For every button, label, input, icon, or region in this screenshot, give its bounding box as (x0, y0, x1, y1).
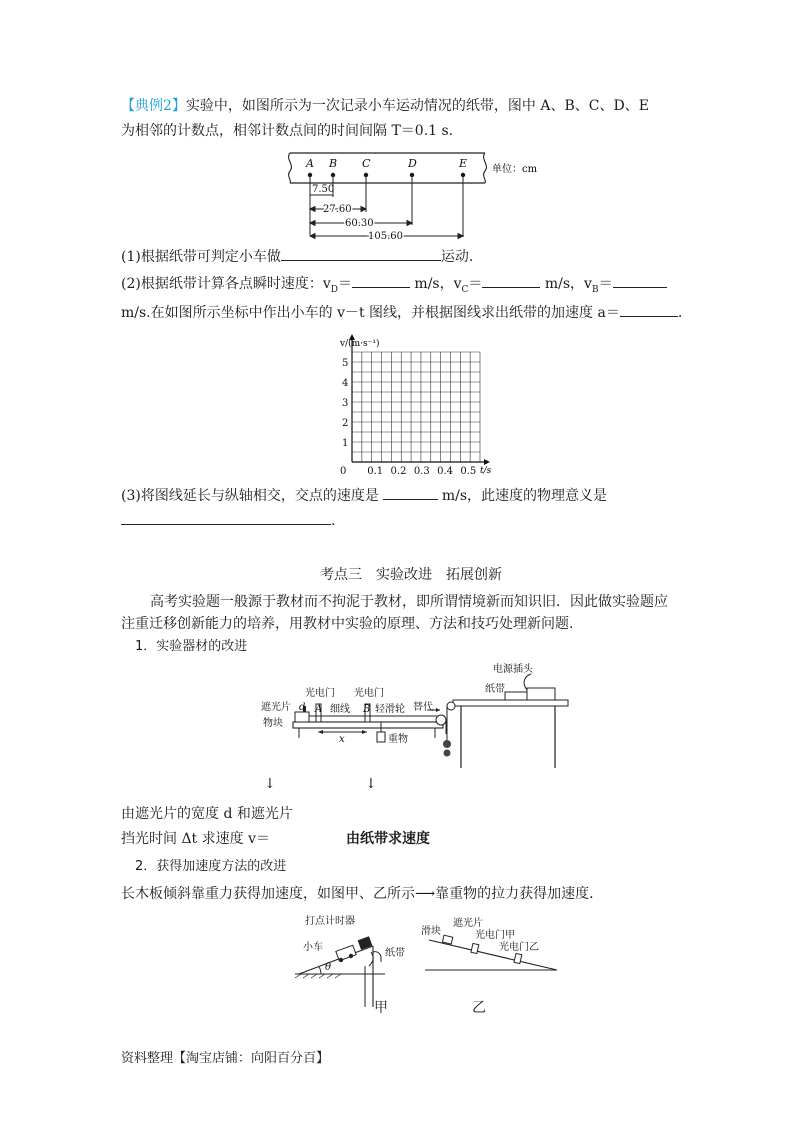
question-1 (121, 246, 473, 267)
q1-suffix: 运动. (440, 249, 474, 265)
tape-dim-ad: 60.30 (345, 218, 374, 229)
q2-eq-2: ＝ (468, 276, 483, 292)
intercept-blank[interactable] (383, 485, 438, 500)
q2-unit-1: m/s，v (414, 276, 462, 292)
q3-end: . (331, 513, 336, 529)
chart-y-label: v/(m·s⁻¹) (340, 339, 380, 349)
footer-note: 资料整理【淘宝店铺：向阳百分百】 (121, 1051, 330, 1066)
section-title: 考点三 实验改进 拓展创新 (320, 567, 502, 583)
chart-x-label: t/s (480, 466, 492, 476)
fig1-label-a: A (315, 704, 323, 715)
example-line-2: 为相邻的计数点，相邻计数点间的时间间隔 T＝0.1 s. (121, 123, 454, 139)
apparatus-figure-1 (255, 660, 575, 770)
heading-2: 2．获得加速度方法的改进 (135, 859, 287, 874)
fig1-label-dianyuan: 电源插头 (493, 664, 533, 675)
fig2-caption-left: 甲 (374, 1000, 388, 1016)
fig1-label-zhongwu: 重物 (388, 734, 408, 745)
question-2-line-1 (121, 273, 667, 300)
tape-dim-ab: 7.50 (312, 184, 335, 195)
fig2-label-xiaoche: 小车 (303, 942, 323, 953)
question-2-line-2 (121, 302, 682, 323)
q3-text-b: m/s，此速度的物理意义是 (441, 488, 608, 504)
x-tick-label: 0.1 (367, 466, 384, 477)
q2-unit-2: m/s，v (544, 276, 592, 292)
tape-label-e: E (459, 157, 468, 170)
q1-prefix: (1)根据纸带可判定小车做 (121, 249, 281, 265)
fig2-label-dsjsq: 打点计时器 (305, 916, 355, 927)
paper-tape-figure (280, 145, 570, 245)
x-tick-label: 0.2 (390, 466, 407, 477)
q2-eq-1: ＝ (337, 276, 352, 292)
tape-dim-ac: 27.60 (323, 204, 352, 215)
q2-eq-3: ＝ (598, 276, 613, 292)
example-line-1 (121, 96, 649, 116)
section-para-1: 高考实验题一般源于教材而不拘泥于教材，即所谓情境新而知识旧．因此做实验题应 (150, 594, 668, 610)
example-text-1: 实验中，如图所示为一次记录小车运动情况的纸带，图中 A、B、C、D、E (185, 98, 649, 114)
x-tick-label: 0.5 (460, 466, 477, 477)
fig1-label-tidai: 替代 (413, 702, 433, 713)
q2-sub-c: C (461, 284, 469, 295)
y-tick-label: 5 (342, 358, 349, 369)
tape-label-b: B (329, 157, 338, 170)
vc-blank[interactable] (482, 273, 540, 288)
fig2-label-gdy: 光电门乙 (499, 942, 539, 953)
fig2-label-theta: θ (325, 962, 332, 973)
fig1-label-d: d (299, 702, 306, 713)
x-axis-arrow (484, 459, 490, 465)
fig2-caption-right: 乙 (472, 1000, 486, 1016)
q2-sub-d: D (330, 284, 338, 295)
y-tick-label: 2 (342, 418, 349, 429)
q1-answer-blank[interactable] (281, 246, 441, 261)
q2-end: . (677, 305, 683, 321)
fig1-left-text-2: 挡光时间 Δt 求速度 v＝ (121, 831, 270, 847)
vb-blank[interactable] (613, 273, 667, 288)
fig1-left-text-1: 由遮光片的宽度 d 和遮光片 (121, 806, 293, 822)
q2-text-b: m/s.在如图所示坐标中作出小车的 v－t 图线，并根据图线求出纸带的加速度 a＝ (121, 305, 620, 321)
arrow-down-right: ↓ (365, 776, 377, 792)
y-tick-label: 3 (342, 398, 349, 409)
acceleration-blank[interactable] (620, 302, 678, 317)
fig1-label-wukuai: 物块 (263, 718, 283, 729)
section-para-2: 注重迁移创新能力的培养，用教材中实验的原理、方法和技巧处理新问题． (121, 616, 583, 632)
fig1-label-x: x (339, 734, 345, 745)
apparatus-figure-2 (285, 912, 575, 1012)
fig1-label-zheguang: 遮光片 (261, 702, 291, 713)
vt-grid-chart[interactable] (330, 330, 500, 480)
q2-sub-b: B (591, 284, 599, 295)
fig1-label-xixian: 细线 (330, 704, 350, 715)
tape-dim-ae: 105.60 (368, 231, 403, 242)
vd-blank[interactable] (352, 273, 410, 288)
question-3-line-1 (121, 485, 607, 506)
chart-axes (349, 334, 490, 465)
chart-grid (352, 352, 480, 462)
fig2-label-gdj: 光电门甲 (475, 930, 515, 941)
tape-label-c: C (362, 157, 371, 170)
fig2-label-zheguang: 遮光片 (453, 918, 483, 929)
arrow-down-left: ↓ (264, 776, 276, 792)
x-tick-label: 0.3 (413, 466, 430, 477)
fig1-label-b: B (363, 704, 371, 715)
section-para-3: 长木板倾斜靠重力获得加速度，如图甲、乙所示⟶靠重物的拉力获得加速度. (121, 886, 594, 902)
tape-unit: 单位：cm (492, 164, 538, 175)
fig1-right-text: 由纸带求速度 (346, 831, 430, 847)
x-tick-label: 0 (340, 466, 347, 477)
fig2-label-zhidai: 纸带 (385, 948, 405, 959)
fig1-label-zhidai: 纸带 (485, 684, 505, 695)
tape-label-a: A (306, 157, 314, 170)
y-tick-label: 1 (342, 438, 349, 449)
fig1-label-gd2: 光电门 (354, 688, 384, 699)
q3-text-a: (3)将图线延长与纵轴相交，交点的速度是 (121, 488, 379, 504)
x-tick-label: 0.4 (437, 466, 453, 477)
fig2-label-huakuai: 滑块 (421, 926, 441, 937)
fig1-label-qhl: 轻滑轮 (375, 704, 405, 715)
example-tag: 【典例2】 (121, 98, 186, 114)
question-3-line-2 (121, 510, 335, 531)
y-tick-label: 4 (342, 378, 349, 389)
heading-1: 1．实验器材的改进 (135, 639, 248, 654)
fig1-label-gd1: 光电门 (305, 688, 335, 699)
meaning-blank[interactable] (121, 510, 331, 525)
q2-text-a: (2)根据纸带计算各点瞬时速度：v (121, 276, 331, 292)
tape-label-d: D (408, 157, 417, 170)
